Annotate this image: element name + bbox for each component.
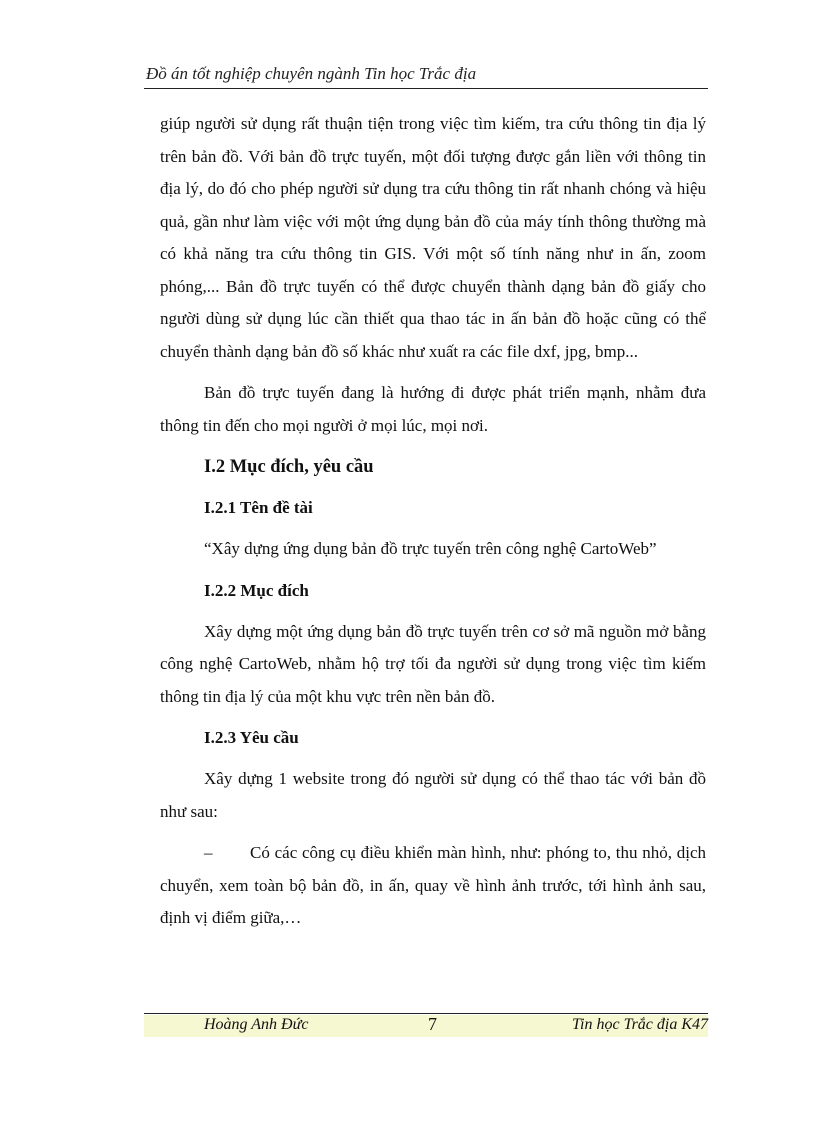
spacer	[160, 483, 706, 492]
spacer	[160, 754, 706, 763]
footer-page-number: 7	[428, 1014, 437, 1034]
footer-divider	[144, 1013, 708, 1014]
footer-class-name: Tin học Trắc địa K47	[572, 1016, 709, 1033]
spacer	[160, 828, 706, 837]
section-heading-purpose-requirements: I.2 Mục đích, yêu cầu	[204, 457, 374, 477]
spacer	[160, 442, 706, 451]
spacer	[160, 607, 706, 616]
header-divider	[144, 88, 708, 89]
paragraph-requirements-intro: Xây dựng 1 website trong đó người sử dụng có thể thao tác với bản đồ như sau:	[160, 769, 706, 821]
document-body	[160, 108, 706, 935]
paragraph-online-map-trend: Bản đồ trực tuyến đang là hướng đi được phát triển mạnh, nhằm đưa thông tin đến cho mọi người ở mọi lúc, mọi nơi.	[160, 383, 706, 435]
subsection-heading-topic-name: I.2.1 Tên đề tài	[204, 498, 313, 517]
spacer	[160, 713, 706, 722]
spacer	[160, 368, 706, 377]
footer-author: Hoàng Anh Đức	[204, 1016, 309, 1033]
bullet-item-screen-controls	[160, 837, 706, 935]
spacer	[160, 524, 706, 533]
paragraph-intro-continuation: giúp người sử dụng rất thuận tiện trong việc tìm kiếm, tra cứu thông tin địa lý trên bản đồ. Với bản đồ trực tuyến, một đối tượng được gắn liền với thông tin địa lý, do đó cho phép người sử dụng tra cứu thông tin rất nhanh chóng và hiệu quả, gần như làm việc với một ứng dụng bản đồ của máy tính thông thường mà có khả năng tra cứu thông tin GIS. Với một số tính năng như in ấn, zoom phóng,... Bản đồ trực tuyến có thể được chuyển thành dạng bản đồ giấy cho người dùng sử dụng lúc cần thiết qua thao tác in ấn bản đồ hoặc cũng có thể chuyển thành dạng bản đồ số khác như xuất ra các file dxf, jpg, bmp...	[160, 114, 706, 361]
paragraph-purpose: Xây dựng một ứng dụng bản đồ trực tuyến trên cơ sở mã nguồn mở bằng công nghệ CartoWeb, nhằm hộ trợ tối đa người sử dụng trong việc tìm kiếm thông tin địa lý của một khu vực trên nền bản đồ.	[160, 621, 706, 706]
subsection-heading-requirements: I.2.3 Yêu cầu	[204, 728, 299, 747]
subsection-heading-purpose: I.2.2 Mục đích	[204, 580, 309, 600]
topic-title-quote: “Xây dựng ứng dụng bản đồ trực tuyến trên công nghệ CartoWeb”	[204, 539, 657, 558]
bullet-item-text: Có các công cụ điều khiển màn hình, như: phóng to, thu nhỏ, dịch chuyển, xem toàn bộ bản đồ, in ấn, quay về hình ảnh trước, tới hình ảnh sau, định vị điểm giữa,…	[160, 843, 706, 927]
bullet-dash: –	[204, 843, 213, 862]
spacer	[160, 566, 706, 575]
page-header-title: Đồ án tốt nghiệp chuyên ngành Tin học Trắc địa	[146, 64, 477, 83]
